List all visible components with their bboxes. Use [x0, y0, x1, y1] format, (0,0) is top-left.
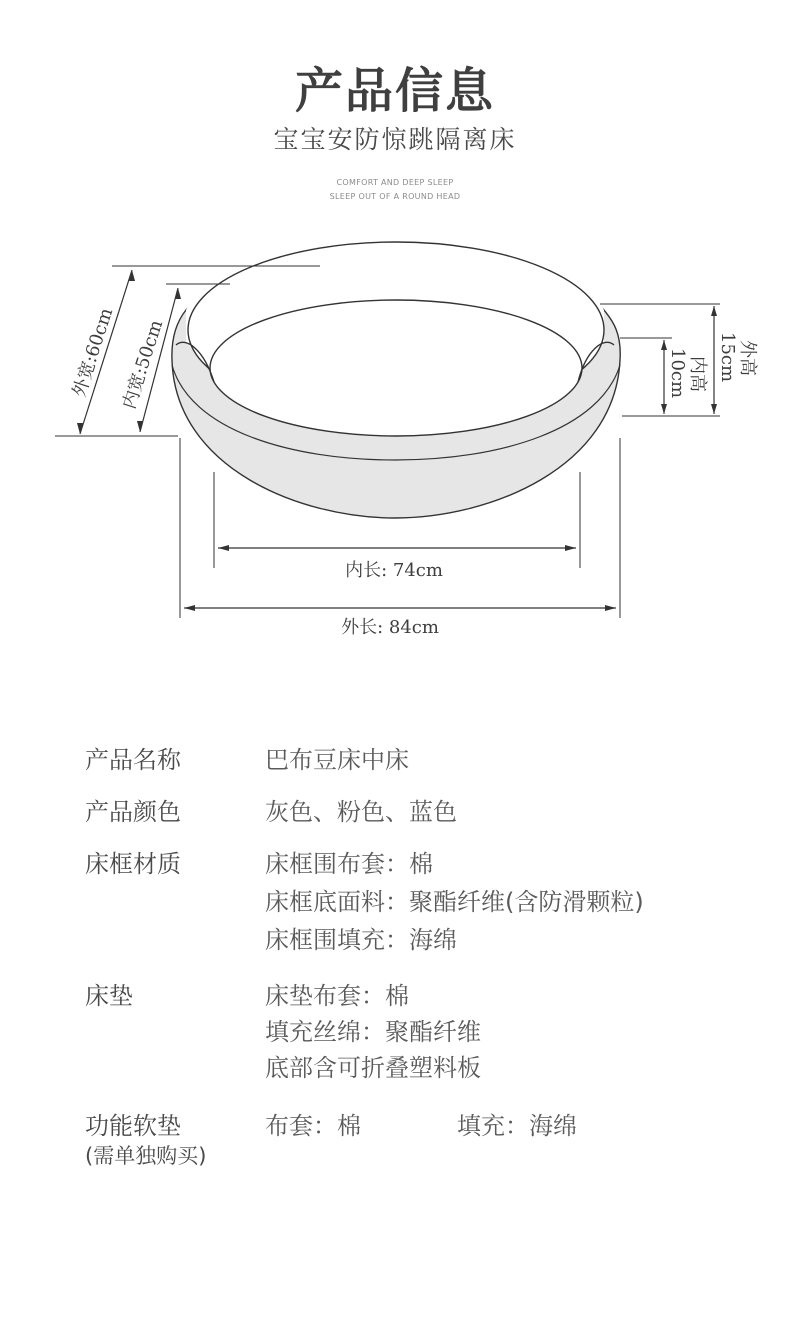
english-tagline-2: SLEEP OUT OF A ROUND HEAD [329, 192, 461, 201]
spec-label-pad: 功能软垫 [85, 1112, 181, 1140]
inner-height-label: 内高 [687, 356, 708, 392]
outer-length-label: 外长: 84cm [341, 617, 439, 638]
inner-width-label: 内宽:50cm [118, 317, 168, 412]
spec-label-mattress: 床垫 [85, 982, 133, 1010]
inner-length-label: 内长: 74cm [345, 560, 443, 581]
spec-value-frame-2: 床框底面料：聚酯纤维(含防滑颗粒) [265, 888, 644, 916]
spec-label-name: 产品名称 [85, 746, 181, 774]
spec-label-frame: 床框材质 [85, 850, 181, 878]
spec-value-color: 灰色、粉色、蓝色 [265, 798, 457, 826]
spec-value-pad-cover: 布套：棉 [265, 1112, 361, 1140]
spec-value-mattress-1: 床垫布套：棉 [265, 982, 409, 1010]
outer-width-label: 外宽:60cm [68, 305, 118, 400]
page-subtitle: 宝宝安防惊跳隔离床 [273, 125, 517, 154]
outer-height-value: 15cm [717, 332, 738, 383]
english-tagline-1: COMFORT AND DEEP SLEEP [336, 178, 454, 187]
spec-value-frame-1: 床框围布套：棉 [265, 850, 433, 878]
spec-value-pad-fill: 填充：海绵 [457, 1112, 577, 1140]
spec-label-color: 产品颜色 [85, 798, 181, 826]
page-title: 产品信息 [294, 63, 495, 119]
spec-value-mattress-2: 填充丝绵：聚酯纤维 [265, 1018, 481, 1046]
spec-sublabel-pad: (需单独购买) [85, 1144, 207, 1168]
outer-height-label: 外高 [737, 340, 758, 376]
inner-height-value: 10cm [667, 348, 688, 399]
bed-inner-well [210, 300, 582, 436]
spec-value-mattress-3: 底部含可折叠塑料板 [265, 1054, 481, 1082]
spec-value-name: 巴布豆床中床 [265, 746, 409, 774]
spec-value-frame-3: 床框围填充：海绵 [265, 926, 457, 954]
